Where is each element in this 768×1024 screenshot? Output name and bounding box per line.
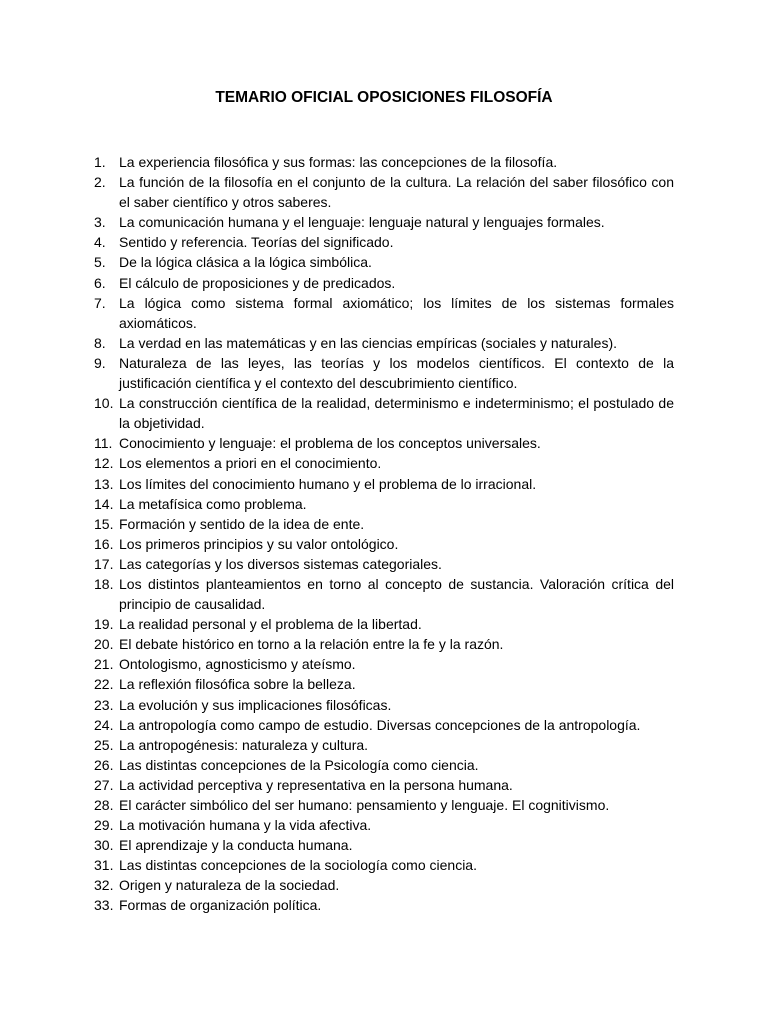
topic-number: 33. <box>94 897 114 914</box>
topic-item <box>94 775 674 795</box>
topic-text: Conocimiento y lenguaje: el problema de los conceptos universales. <box>119 435 541 452</box>
topic-item <box>94 494 674 514</box>
topic-number: 19. <box>94 616 114 633</box>
topic-number: 4. <box>94 234 106 251</box>
topic-item <box>94 614 674 634</box>
topic-number: 28. <box>94 797 114 813</box>
topic-number: 6. <box>94 274 106 291</box>
topic-number: 11. <box>94 435 113 452</box>
topic-number: 12. <box>94 455 114 472</box>
topic-text: El debate histórico en torno a la relación entre la fe y la razón. <box>119 636 504 653</box>
topic-number: 24. <box>94 716 114 733</box>
topic-text: La antropogénesis: naturaleza y cultura. <box>119 736 369 753</box>
topic-text: El aprendizaje y la conducta humana. <box>119 837 353 854</box>
topic-item <box>94 252 674 272</box>
topic-item <box>94 574 674 614</box>
topic-text: Los distintos planteamientos en torno al concepto de sustancia. Valoración crítica del principio de causalidad. <box>119 575 674 613</box>
topic-number: 18. <box>94 575 114 592</box>
topic-text: La metafísica como problema. <box>119 495 307 512</box>
topic-number: 20. <box>94 636 114 653</box>
topic-number: 16. <box>94 535 114 552</box>
topic-text: La lógica como sistema formal axiomático; los límites de los sistemas formales axiomáticos. <box>119 294 674 331</box>
topic-item <box>94 232 674 252</box>
topic-number: 9. <box>94 354 106 371</box>
topic-text: La evolución y sus implicaciones filosóficas. <box>119 696 392 713</box>
topic-number: 32. <box>94 877 114 894</box>
topic-number: 23. <box>94 696 114 713</box>
topic-text: Sentido y referencia. Teorías del significado. <box>119 234 394 251</box>
topic-item <box>94 212 674 232</box>
topic-item <box>94 453 674 473</box>
topic-text: La reflexión filosófica sobre la belleza. <box>119 676 356 693</box>
topic-number: 17. <box>94 555 114 572</box>
topic-text: La realidad personal y el problema de la libertad. <box>119 616 422 633</box>
topic-number: 8. <box>94 334 106 351</box>
document-title: TEMARIO OFICIAL OPOSICIONES FILOSOFÍA <box>215 89 553 106</box>
topic-number: 29. <box>94 817 114 834</box>
topic-item <box>94 755 674 775</box>
topic-item <box>94 855 674 875</box>
topic-number: 7. <box>94 294 106 311</box>
topic-item <box>94 715 674 735</box>
topic-item <box>94 433 674 453</box>
topic-item <box>94 273 674 293</box>
topic-text: De la lógica clásica a la lógica simbólica. <box>119 254 372 271</box>
topic-number: 10. <box>94 395 114 412</box>
topic-text: Formación y sentido de la idea de ente. <box>119 515 365 532</box>
topic-item <box>94 654 674 674</box>
topic-text: El carácter simbólico del ser humano: pensamiento y lenguaje. El cognitivismo. <box>119 797 610 813</box>
topic-item <box>94 815 674 835</box>
topic-number: 5. <box>94 254 106 271</box>
topic-text: Los elementos a priori en el conocimiento. <box>119 455 382 472</box>
topic-item <box>94 353 674 393</box>
topic-text: Los límites del conocimiento humano y el problema de lo irracional. <box>119 475 537 492</box>
topic-text: Los primeros principios y su valor ontológico. <box>119 535 399 552</box>
topic-number: 3. <box>94 214 106 231</box>
topic-text: La verdad en las matemáticas y en las ciencias empíricas (sociales y naturales). <box>119 334 617 351</box>
topic-item <box>94 152 674 172</box>
topic-text: Origen y naturaleza de la sociedad. <box>119 877 340 894</box>
topic-item <box>94 172 674 212</box>
topic-item <box>94 795 674 815</box>
topic-item <box>94 875 674 895</box>
topic-item <box>94 393 674 433</box>
topic-number: 14. <box>94 495 114 512</box>
topic-item <box>94 695 674 715</box>
topic-number: 15. <box>94 515 114 532</box>
topic-list <box>94 152 674 916</box>
topic-item <box>94 895 674 915</box>
topic-item <box>94 735 674 755</box>
topic-item <box>94 474 674 494</box>
topic-number: 26. <box>94 756 114 773</box>
topic-item <box>94 634 674 654</box>
topic-text: El cálculo de proposiciones y de predicados. <box>119 274 396 291</box>
topic-number: 27. <box>94 776 114 793</box>
topic-item <box>94 293 674 333</box>
topic-text: Ontologismo, agnosticismo y ateísmo. <box>119 656 356 673</box>
topic-text: La construcción científica de la realidad, determinismo e indeterminismo; el postulado de la objetividad. <box>119 395 674 432</box>
topic-number: 13. <box>94 475 114 492</box>
topic-number: 1. <box>94 154 106 170</box>
topic-text: Las distintas concepciones de la Psicología como ciencia. <box>119 756 479 773</box>
topic-item <box>94 534 674 554</box>
topic-text: La antropología como campo de estudio. Diversas concepciones de la antropología. <box>119 716 641 733</box>
topic-text: Las categorías y los diversos sistemas categoriales. <box>119 555 442 572</box>
topic-text: La comunicación humana y el lenguaje: lenguaje natural y lenguajes formales. <box>119 214 605 231</box>
topic-text: La actividad perceptiva y representativa en la persona humana. <box>119 776 513 793</box>
topic-item <box>94 333 674 353</box>
topic-number: 21. <box>94 656 114 673</box>
topic-text: Las distintas concepciones de la sociología como ciencia. <box>119 857 477 874</box>
topic-number: 22. <box>94 676 114 693</box>
topic-text: Naturaleza de las leyes, las teorías y los modelos científicos. El contexto de la justificación científica y el contexto del descubrimiento científico. <box>119 354 674 392</box>
topic-number: 30. <box>94 837 114 854</box>
topic-item <box>94 514 674 534</box>
topic-number: 2. <box>94 174 106 191</box>
topic-text: Formas de organización política. <box>119 897 322 914</box>
topic-number: 25. <box>94 736 114 753</box>
topic-text: La motivación humana y la vida afectiva. <box>119 817 372 834</box>
topic-number: 31. <box>94 857 114 874</box>
topic-item <box>94 554 674 574</box>
topic-text: La experiencia filosófica y sus formas: las concepciones de la filosofía. <box>119 154 558 170</box>
topic-item <box>94 674 674 694</box>
topic-item <box>94 835 674 855</box>
topic-text: La función de la filosofía en el conjunto de la cultura. La relación del saber filosófico con el saber científico y otros saberes. <box>119 174 674 211</box>
